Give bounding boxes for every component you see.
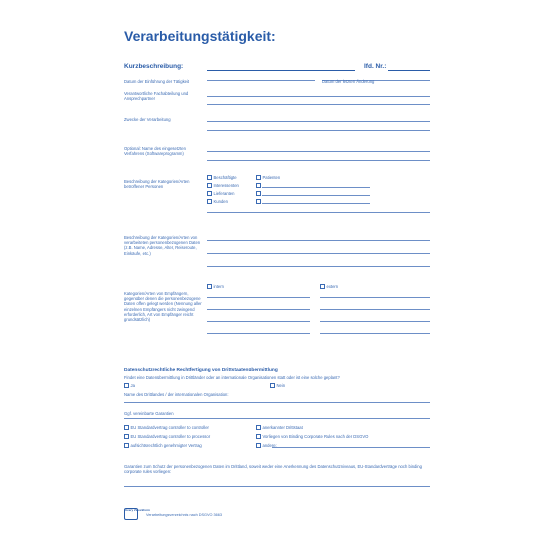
footer-caption: Verarbeitungsverzeichnis nach DSGVO 3663 — [146, 513, 222, 517]
datum-einfuehrung-line[interactable] — [207, 80, 315, 81]
checkbox[interactable] — [207, 183, 212, 188]
kurzbeschreibung-label: Kurzbeschreibung: — [124, 63, 184, 70]
guarantee-option-3[interactable]: aufsichtsrechtlich genehmigter Vertrag — [124, 443, 202, 448]
checkbox[interactable] — [207, 175, 212, 180]
guarantee-option-6[interactable]: andere: — [256, 443, 277, 448]
daten-line-3[interactable] — [207, 266, 430, 267]
zwecke-line-1[interactable] — [207, 121, 430, 122]
person-option-3[interactable]: Lieferanten — [207, 191, 234, 196]
zwecke-label: Zwecke der Verarbeitung — [124, 117, 171, 122]
checkbox[interactable] — [124, 434, 129, 439]
checkbox[interactable] — [207, 199, 212, 204]
person-other-line-3[interactable] — [262, 203, 370, 204]
guarantee-option-2[interactable]: EU Standardvertrag controller to processor — [124, 434, 210, 439]
datum-aenderung-label: Datum der letzten Änderung — [322, 79, 375, 84]
transfer-name-line[interactable] — [124, 402, 430, 403]
guarantee-option-1[interactable]: EU Standardvertrag controller to controller — [124, 425, 209, 430]
checkbox[interactable] — [124, 383, 129, 388]
verantwortlich-label: Verantwortliche Fachabteilung und Ansprechpartner — [124, 91, 189, 102]
checkbox[interactable] — [256, 443, 261, 448]
persons-extra-line[interactable] — [207, 212, 430, 213]
checkbox[interactable] — [256, 199, 261, 204]
transfer-name-label: Name des Drittlandes / der internationalen Organisation: — [124, 392, 229, 397]
verantwortlich-line-1[interactable] — [207, 96, 430, 97]
checkbox[interactable] — [270, 383, 275, 388]
person-option-4[interactable]: Kunden — [207, 199, 228, 204]
checkbox[interactable] — [124, 425, 129, 430]
intern-line-3[interactable] — [207, 321, 310, 322]
garantien-label: Ggf. vereinbarte Garantien — [124, 411, 174, 416]
guarantee-option-4[interactable]: anerkannter Drittstaat — [256, 425, 303, 430]
kurzbeschreibung-line[interactable] — [207, 70, 355, 71]
daten-label: Beschreibung der Kategorien/Arten von verarbeiteten personenbezogenen Daten (z.B. Name, Adresse, Alter, Reiseroute, Einkäufe, etc.) — [124, 235, 201, 256]
extern-line-4[interactable] — [320, 333, 430, 334]
optional-line-1[interactable] — [207, 151, 430, 152]
extern-line-1[interactable] — [320, 297, 430, 298]
extern-line-3[interactable] — [320, 321, 430, 322]
footnote-line-1[interactable] — [124, 486, 430, 487]
extern-line-2[interactable] — [320, 309, 430, 310]
garantien-line[interactable] — [124, 418, 430, 419]
person-other-line-2[interactable] — [262, 195, 370, 196]
recipient-extern[interactable]: extern — [320, 284, 338, 289]
kategorien-label: Beschreibung der Kategorien/Arten betroffener Personen — [124, 179, 190, 190]
daten-line-2[interactable] — [207, 253, 430, 254]
guarantee-other-line[interactable] — [272, 447, 430, 448]
transfer-question: Findet eine Datenübermittlung in Drittländer oder an internationale Organisationen statt oder ist eine solche geplant? — [124, 375, 340, 380]
checkbox[interactable] — [207, 284, 212, 289]
brand-logo: Avery Zweckform — [124, 508, 138, 520]
checkbox[interactable] — [256, 434, 261, 439]
intern-line-4[interactable] — [207, 333, 310, 334]
person-option-5[interactable]: Patienten — [256, 175, 280, 180]
daten-line-1[interactable] — [207, 240, 430, 241]
empfaenger-label: Kategorien/Arten von Empfängern, gegenüber denen die personenbezogene Daten offen gelegt werden (Nennung aller einzelnen Empfängers nicht zwingend erforderlich, Art von Empfänger reicht grundsätzlich) — [124, 291, 202, 323]
checkbox[interactable] — [320, 284, 325, 289]
person-option-1[interactable]: Beschäftigte — [207, 175, 237, 180]
checkbox[interactable] — [256, 175, 261, 180]
zwecke-line-2[interactable] — [207, 130, 430, 131]
transfer-ja[interactable]: Ja — [124, 383, 135, 388]
transfer-footnote: Garantien zum Schutz der personenbezogenen Daten im Drittland, soweit weder eine Anerkennung des Datenschutzniveaus, EU-Standardverträge noch binding corporate rules vorliegen: — [124, 464, 422, 475]
guarantee-option-5[interactable]: Vorliegen von Binding Corporate Rules nach der DSGVO — [256, 434, 368, 439]
checkbox[interactable] — [124, 443, 129, 448]
verantwortlich-line-2[interactable] — [207, 104, 430, 105]
person-other-line-1[interactable] — [262, 187, 370, 188]
intern-line-1[interactable] — [207, 297, 310, 298]
datum-einfuehrung-label: Datum der Einführung der Tätigkeit — [124, 79, 190, 84]
form-title: Verarbeitungstätigkeit: — [124, 28, 276, 44]
checkbox[interactable] — [256, 183, 261, 188]
lfd-nr-label: lfd. Nr.: — [364, 63, 387, 70]
checkbox[interactable] — [207, 191, 212, 196]
transfer-nein[interactable]: Nein — [270, 383, 285, 388]
checkbox[interactable] — [256, 425, 261, 430]
person-option-2[interactable]: Interessenten — [207, 183, 239, 188]
checkbox[interactable] — [256, 191, 261, 196]
optional-label: Optional: Name des eingesetzten Verfahrens (Softwareprogramm) — [124, 146, 186, 157]
transfer-heading: Datenschutzrechtliche Rechtfertigung von Drittstaatenübermittlung — [124, 368, 278, 373]
optional-line-2[interactable] — [207, 160, 430, 161]
intern-line-2[interactable] — [207, 309, 310, 310]
lfd-nr-line[interactable] — [388, 70, 430, 71]
recipient-intern[interactable]: intern — [207, 284, 224, 289]
